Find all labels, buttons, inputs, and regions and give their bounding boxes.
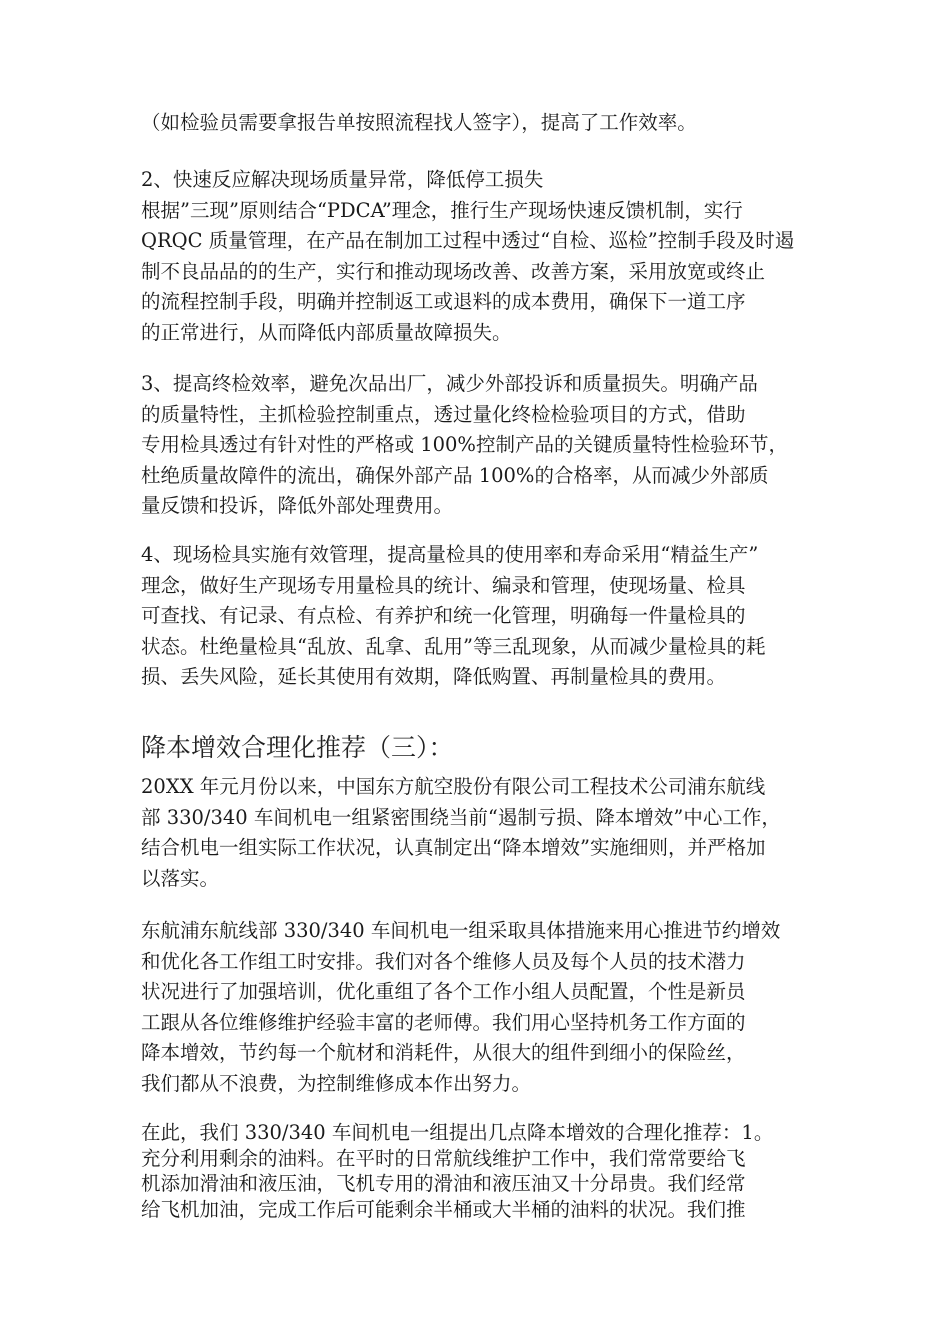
text-line: 以落实。: [141, 866, 220, 890]
text-line: 给飞机加油，完成工作后可能剩余半桶或大半桶的油料的状况。我们推: [141, 1197, 746, 1221]
text-line: 理念，做好生产现场专用量检具的统计、编录和管理，使现场量、检具: [141, 573, 746, 597]
paragraph-4: [141, 540, 821, 693]
text-line: 机添加滑油和液压油，飞机专用的滑油和液压油又十分昂贵。我们经常: [141, 1172, 746, 1195]
text-line: 4、现场检具实施有效管理，提高量检具的使用率和寿命采用“精益生产”: [141, 543, 759, 566]
text-line: 20XX 年元月份以来，中国东方航空股份有限公司工程技术公司浦东航线: [141, 775, 766, 798]
text-line: 状态。杜绝量检具“乱放、乱拿、乱用”等三乱现象，从而减少量检具的耗: [141, 634, 766, 658]
text-line: 部 330/340 车间机电一组紧密围绕当前“遏制亏损、降本增效”中心工作，: [141, 805, 781, 829]
text-line: 2、快速反应解决现场质量异常，降低停工损失: [141, 168, 544, 191]
text-line: 降本增效，节约每一个航材和消耗件，从很大的组件到细小的保险丝，: [141, 1041, 746, 1064]
text-line: 专用检具透过有针对性的严格或 100%控制产品的关键质量特性检验环节，: [141, 433, 788, 456]
text-line: 状况进行了加强培训，优化重组了各个工作小组人员配置，个性是新员: [141, 980, 746, 1003]
text-line: 我们都从不浪费，为控制维修成本作出努力。: [141, 1071, 532, 1095]
text-line: 可查找、有记录、有点检、有养护和统一化管理，明确每一件量检具的: [141, 604, 746, 627]
text-line: 杜绝质量故障件的流出，确保外部产品 100%的合格率，从而减少外部质: [141, 463, 769, 487]
text-line: 根据”三现”原则结合“PDCA”理念，推行生产现场快速反馈机制，实行: [141, 198, 743, 222]
text-line: （如检验员需要拿报告单按照流程找人签字），提高了工作效率。: [141, 111, 697, 134]
text-line: 的正常进行，从而降低内部质量故障损失。: [141, 320, 512, 344]
paragraph-5: [141, 772, 821, 894]
section-heading: 降本增效合理化推荐（三）：: [141, 733, 454, 762]
text-line: 工跟从各位维修维护经验丰富的老师傅。我们用心坚持机务工作方面的: [141, 1010, 746, 1034]
text-line: 制不良品品的的生产，实行和推动现场改善、改善方案，采用放宽或终止: [141, 259, 766, 283]
text-line: 量反馈和投诉，降低外部处理费用。: [141, 494, 454, 517]
paragraph-7: [141, 1120, 821, 1222]
paragraph-2: [141, 165, 821, 348]
paragraph-3: [141, 369, 821, 522]
text-line: 充分利用剩余的油料。在平时的日常航线维护工作中，我们常常要给飞: [141, 1146, 746, 1170]
paragraph-1: [141, 108, 821, 139]
text-line: 东航浦东航线部 330/340 车间机电一组采取具体措施来用心推进节约增效: [141, 919, 781, 942]
text-line: 的质量特性，主抓检验控制重点，透过量化终检检验项目的方式，借助: [141, 402, 746, 426]
text-line: 损、丢失风险，延长其使用有效期，降低购置、再制量检具的费用。: [141, 665, 727, 688]
text-line: 和优化各工作组工时安排。我们对各个维修人员及每个人员的技术潜力: [141, 949, 746, 973]
text-line: 在此，我们 330/340 车间机电一组提出几点降本增效的合理化推荐：1。: [141, 1121, 774, 1144]
text-line: QRQC 质量管理，在产品在制加工过程中透过“自检、巡检”控制手段及时遏: [141, 229, 795, 252]
text-line: 的流程控制手段，明确并控制返工或退料的成本费用，确保下一道工序: [141, 290, 746, 313]
paragraph-6: [141, 916, 821, 1099]
text-line: 结合机电一组实际工作状况，认真制定出“降本增效”实施细则，并严格加: [141, 836, 766, 859]
text-line: 3、提高终检效率，避免次品出厂，减少外部投诉和质量损失。明确产品: [141, 372, 758, 395]
